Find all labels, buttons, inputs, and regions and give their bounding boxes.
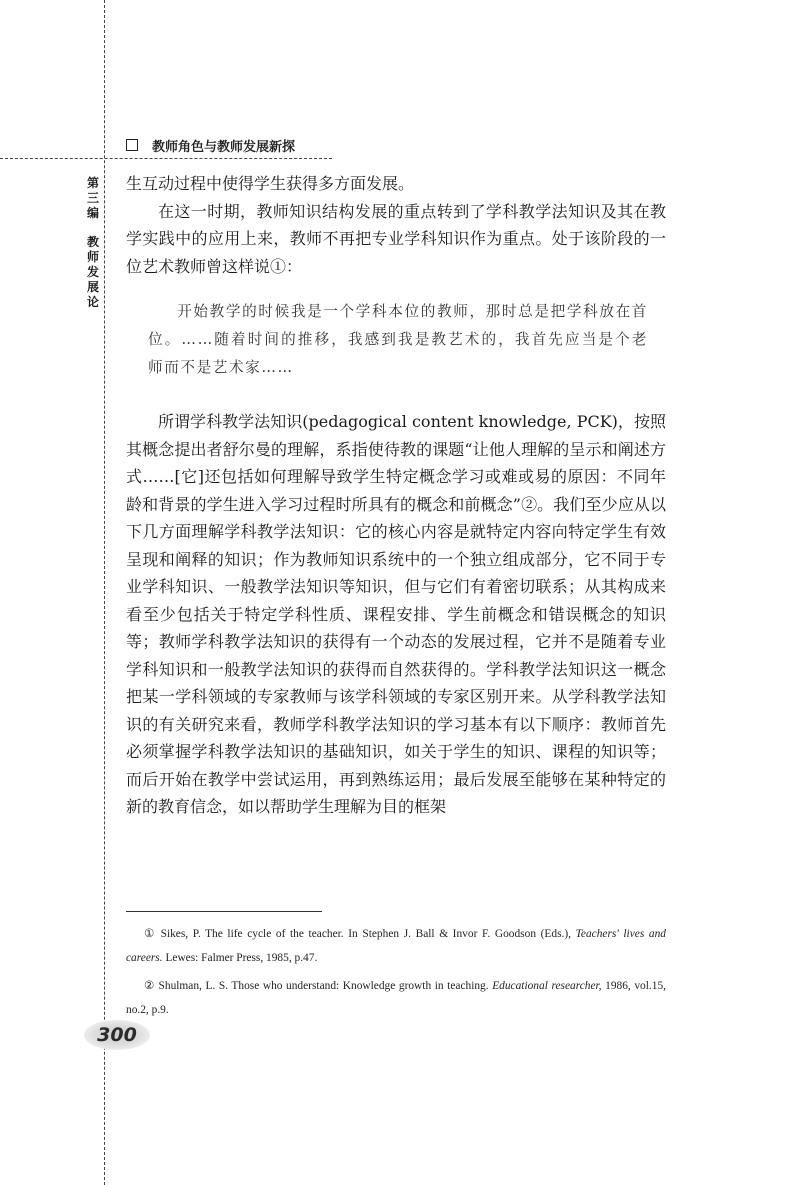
margin-dashed-line <box>104 0 105 1185</box>
side-part-label: 第 三 编 <box>86 176 99 220</box>
running-title: 教师角色与教师发展新探 <box>152 139 296 155</box>
header-dashed-line <box>0 158 332 159</box>
paragraph-1: 生互动过程中使得学生获得多方面发展。 <box>126 174 415 193</box>
side-section-label <box>84 176 102 310</box>
footnotes <box>126 922 666 1026</box>
footnote-2: ② Shulman, L. S. Those who understand: Knowledge growth in teaching. Educational researcher, 1986, vol.15, no.2, p.9. <box>126 980 666 1016</box>
block-quote: 开始教学的时候我是一个学科本位的教师，那时总是把学科放在首位。……随着时间的推移，我感到我是教艺术的，我首先应当是个老师而不是艺术家…… <box>148 303 648 376</box>
running-head <box>126 136 295 154</box>
paragraph-3: 所谓学科教学法知识(pedagogical content knowledge, PCK)，按照其概念提出者舒尔曼的理解，系指使待教的课题“让他人理解的呈示和阐述方式……[它]还包括如何理解导致学生特定概念学习或难或易的原因：不同年龄和背景的学生进入学习过程时所具有的概念和前概念”②。我们至少应从以下几方面理解学科教学法知识：它的核心内容是就特定内容向特定学生有效呈现和阐释的知识；作为教师知识系统中的一个独立组成部分，它不同于专业学科知识、一般教学法知识等知识，但与它们有着密切联系；从其构成来看至少包括关于特定学科性质、课程安排、学生前概念和错误概念的知识等；教师学科教学法知识的获得有一个动态的发展过程，它并不是随着专业学科知识和一般教学法知识的获得而自然获得的。学科教学法知识这一概念把某一学科领域的专家教师与该学科领域的专家区别开来。从学科教学法知识的有关研究来看，教师学科教学法知识的学习基本有以下顺序：教师首先必须掌握学科教学法知识的基础知识，如关于学生的知识、课程的知识等；而后开始在教学中尝试运用，再到熟练运用；最后发展至能够在某种特定的新的教育信念，如以帮助学生理解为目的框架 <box>126 412 666 816</box>
footnote-rule <box>126 911 322 912</box>
square-icon <box>126 139 138 151</box>
side-title-label: 教 师 发 展 论 <box>86 235 99 309</box>
page-number: 300 <box>84 1020 150 1050</box>
paragraph-2: 在这一时期，教师知识结构发展的重点转到了学科教学法知识及其在教学实践中的应用上来，教师不再把专业学科知识作为重点。处于该阶段的一位艺术教师曾这样说①： <box>126 201 666 276</box>
body-text <box>126 170 666 821</box>
footnote-1: ① Sikes, P. The life cycle of the teacher. In Stephen J. Ball & Invor F. Goodson (Eds.), Teachers' lives and careers. Lewes: Falmer Press, 1985, p.47. <box>126 928 666 964</box>
